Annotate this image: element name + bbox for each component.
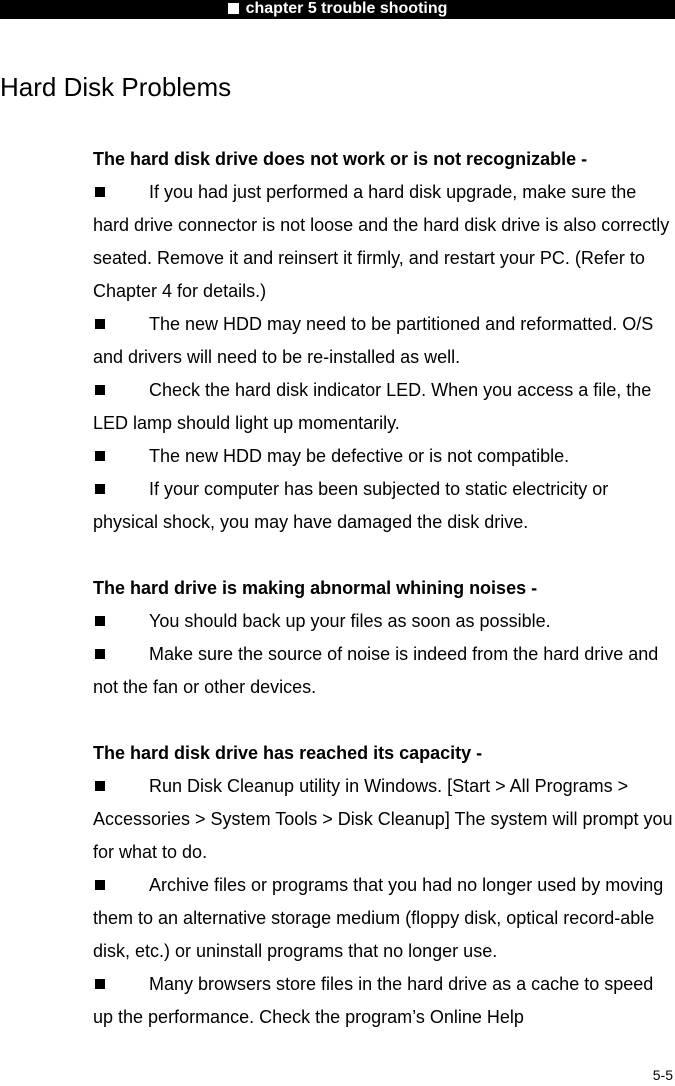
list-item bbox=[93, 176, 675, 308]
square-bullet-icon bbox=[95, 781, 105, 791]
square-bullet-icon bbox=[95, 451, 105, 461]
square-bullet-icon bbox=[95, 616, 105, 626]
list-item bbox=[93, 374, 675, 440]
square-bullet-icon bbox=[95, 319, 105, 329]
list-item bbox=[93, 440, 675, 473]
square-bullet-icon bbox=[95, 187, 105, 197]
square-bullet-icon bbox=[95, 880, 105, 890]
square-bullet-icon bbox=[95, 385, 105, 395]
list-item-text: Archive files or programs that you had no longer used by moving them to an alternative storage medium (floppy disk, optical record-able disk, etc.) or uninstall programs that no longer use. bbox=[93, 875, 664, 961]
square-bullet-icon bbox=[95, 979, 105, 989]
list-item bbox=[93, 308, 675, 374]
chapter-label: chapter 5 trouble shooting bbox=[245, 0, 448, 17]
list-item bbox=[93, 605, 675, 638]
list-item-text: Make sure the source of noise is indeed from the hard drive and not the fan or other devices. bbox=[93, 644, 659, 697]
chapter-header-bar bbox=[0, 0, 675, 19]
page-number: 5-5 bbox=[652, 1067, 673, 1083]
list-item bbox=[93, 638, 675, 704]
list-item-text: Run Disk Cleanup utility in Windows. [Start > All Programs > Accessories > System Tools > Disk Cleanup] The system will prompt you for what to do. bbox=[93, 776, 673, 862]
list-item-text: Check the hard disk indicator LED. When you access a file, the LED lamp should light up momentarily. bbox=[93, 380, 652, 433]
square-bullet-icon bbox=[95, 649, 105, 659]
section-spacer bbox=[93, 539, 675, 572]
square-bullet-icon bbox=[228, 3, 239, 14]
list-item bbox=[93, 473, 675, 539]
page-content bbox=[93, 143, 675, 1034]
list-item-text: If your computer has been subjected to static electricity or physical shock, you may have damaged the disk drive. bbox=[93, 479, 609, 532]
list-item bbox=[93, 968, 675, 1034]
list-item bbox=[93, 770, 675, 869]
list-item bbox=[93, 869, 675, 968]
list-item-text: You should back up your files as soon as possible. bbox=[149, 611, 551, 631]
section-heading-not-recognizable: The hard disk drive does not work or is not recognizable - bbox=[93, 149, 588, 169]
list-item-text: If you had just performed a hard disk upgrade, make sure the hard drive connector is not loose and the hard disk drive is also correctly seated. Remove it and reinsert it firmly, and restart your PC. (Refer to Chapter 4 for details.) bbox=[93, 182, 670, 301]
section-heading-capacity: The hard disk drive has reached its capacity - bbox=[93, 743, 483, 763]
list-item-text: The new HDD may need to be partitioned and reformatted. O/S and drivers will need to be re-installed as well. bbox=[93, 314, 654, 367]
page-title: Hard Disk Problems bbox=[0, 72, 232, 102]
square-bullet-icon bbox=[95, 484, 105, 494]
list-item-text: The new HDD may be defective or is not compatible. bbox=[149, 446, 570, 466]
section-heading-whining-noises: The hard drive is making abnormal whining noises - bbox=[93, 578, 538, 598]
section-spacer bbox=[93, 704, 675, 737]
list-item-text: Many browsers store files in the hard drive as a cache to speed up the performance. Check the program’s Online Help bbox=[93, 974, 654, 1027]
